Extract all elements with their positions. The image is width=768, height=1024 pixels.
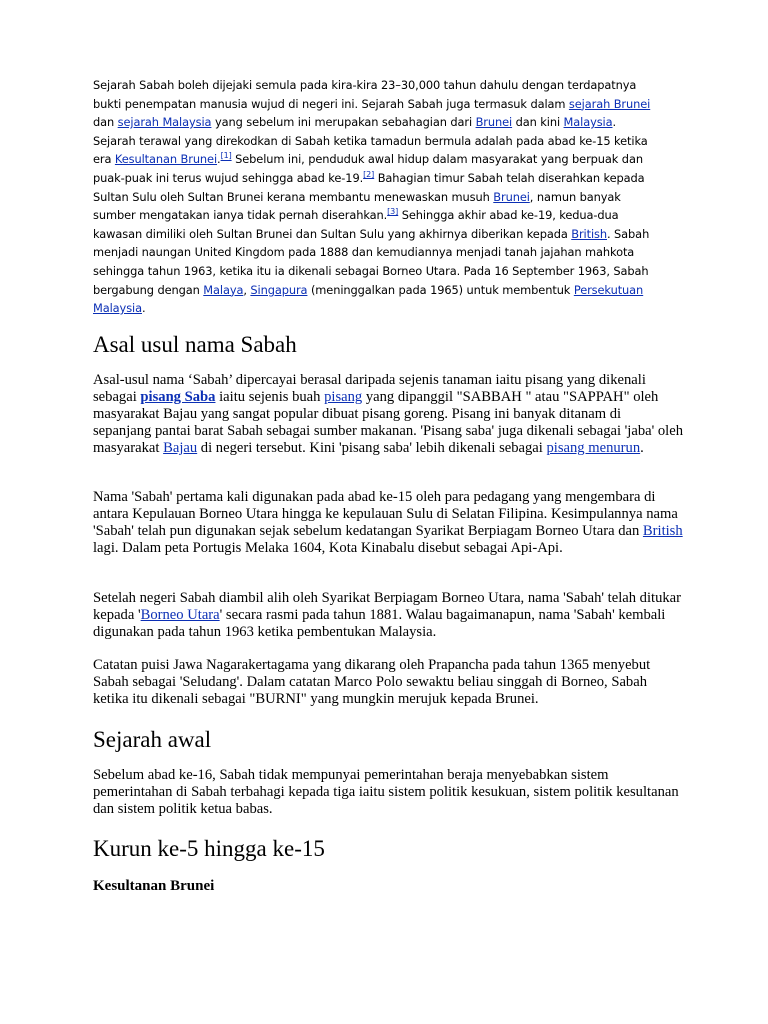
body-text: yang dipanggil "SABBAH " atau "SAPPAH" oleh masyarakat Bajau yang sangat popular dibuat pisang goreng. Pisang ini banyak ditanam di sepanjang pantai barat Sabah sebagai sumber makanan. 'Pisang saba' juga dikenali sebagai 'jaba' oleh masyarakat bbox=[93, 389, 684, 456]
body-text: di negeri tersebut. Kini 'pisang saba' lebih dikenali sebagai bbox=[197, 440, 547, 456]
link-singapura[interactable]: Singapura bbox=[250, 282, 308, 297]
intro-text: , bbox=[243, 282, 251, 297]
intro-text: . bbox=[217, 152, 221, 167]
body-text: Catatan puisi Jawa Nagarakertagama yang dikarang oleh Prapancha pada tahun 1365 menyebut Sabah sebagai 'Seludang'. Dalam catatan Marco Polo sewaktu beliau singgah di Borneo, Sabah ketika itu dikenali sebagai "BURNI" yang mungkin merujuk kepada Brunei. bbox=[93, 657, 651, 707]
link-malaysia[interactable]: Malaysia bbox=[563, 115, 613, 130]
intro-text: yang sebelum ini merupakan sebahagian dari bbox=[211, 115, 476, 130]
link-bajau[interactable]: Bajau bbox=[163, 440, 198, 456]
link-sejarah-brunei[interactable]: sejarah Brunei bbox=[568, 96, 651, 111]
intro-text: dan kini bbox=[512, 115, 564, 130]
intro-text: Sejarah Sabah boleh dijejaki semula pada kira-kira 23–30,000 tahun dahulu dengan terdapatnya bukti penempatan manusia wujud di negeri ini. Sejarah Sabah juga termasuk dalam bbox=[93, 78, 637, 111]
link-malaya[interactable]: Malaya bbox=[203, 282, 244, 297]
reference-link-2[interactable]: [2] bbox=[363, 170, 375, 180]
heading-sejarah-awal: Sejarah awal bbox=[93, 727, 212, 752]
link-british[interactable]: British bbox=[571, 226, 607, 241]
intro-text: (meninggalkan pada 1965) untuk membentuk bbox=[307, 282, 574, 297]
reference-link-3[interactable]: [3] bbox=[387, 207, 399, 217]
body-text: . bbox=[640, 440, 644, 456]
intro-text: Bahagian timur Sabah telah diserahkan kepada Sultan Sulu oleh Sultan Brunei kerana membantu menewaskan musuh bbox=[93, 170, 645, 204]
body-text: Asal-usul nama ‘Sabah’ dipercayai berasal daripada sejenis tanaman iaitu pisang yang dikenali sebagai bbox=[93, 372, 646, 405]
link-pisang[interactable]: pisang bbox=[324, 389, 363, 405]
link-brunei-2[interactable]: Brunei bbox=[493, 189, 530, 204]
body-text: Nama 'Sabah' pertama kali digunakan pada abad ke-15 oleh para pedagang yang mengembara di antara Kepulauan Borneo Utara hingga ke kepulauan Sulu di Selatan Filipina. Kesimpulannya nama 'Sabah' telah pun digunakan sejak sebelum kedatangan Syarikat Berpiagam Borneo Utara dan bbox=[93, 489, 678, 539]
link-pisang-saba[interactable]: pisang Saba bbox=[140, 389, 216, 405]
intro-text: dan bbox=[93, 115, 118, 130]
link-sejarah-malaysia[interactable]: sejarah Malaysia bbox=[117, 115, 212, 130]
body-text: ' secara rasmi pada tahun 1881. Walau bagaimanapun, nama 'Sabah' kembali digunakan pada tahun 1963 ketika pembentukan Malaysia. bbox=[93, 607, 666, 640]
paragraph-asal-usul-1 bbox=[93, 372, 683, 457]
paragraph-sejarah-awal bbox=[93, 767, 683, 818]
link-borneo-utara[interactable]: Borneo Utara bbox=[140, 607, 220, 623]
reference-link-1[interactable]: [1] bbox=[220, 151, 232, 161]
link-brunei[interactable]: Brunei bbox=[475, 115, 513, 130]
body-text: Setelah negeri Sabah diambil alih oleh Syarikat Berpiagam Borneo Utara, nama 'Sabah' telah ditukar kepada ' bbox=[93, 590, 682, 623]
link-kesultanan-brunei[interactable]: Kesultanan Brunei bbox=[114, 152, 218, 167]
link-pisang-menurun[interactable]: pisang menurun bbox=[546, 440, 641, 456]
body-text: iaitu sejenis buah bbox=[215, 389, 325, 405]
intro-text: , namun banyak sumber mengatakan ianya tidak pernah diserahkan. bbox=[93, 189, 621, 223]
intro-text: . bbox=[141, 301, 146, 316]
link-persekutuan-malaysia[interactable]: Persekutuan Malaysia bbox=[93, 282, 644, 316]
intro-text: . Sejarah terawal yang direkodkan di Sabah ketika tamadun bermula adalah pada abad ke-15 ketika era bbox=[93, 115, 648, 167]
intro-text: Sebelum ini, penduduk awal hidup dalam masyarakat yang berpuak dan puak-puak ini terus wujud sehingga abad ke-19. bbox=[93, 152, 643, 185]
intro-text: Sehingga akhir abad ke-19, kedua-dua kawasan dimiliki oleh Sultan Brunei dan Sultan Sulu yang akhirnya diberikan kepada bbox=[93, 208, 619, 241]
body-text: Sebelum abad ke-16, Sabah tidak mempunyai pemerintahan beraja menyebabkan sistem pemerintahan di Sabah terbahagi kepada tiga iaitu sistem politik kesukuan, sistem politik kesultanan dan sistem politik ketua babas. bbox=[93, 767, 679, 817]
intro-paragraph bbox=[93, 76, 653, 318]
intro-text: . Sabah menjadi naungan United Kingdom pada 1888 dan kemudiannya menjadi tanah jajahan mahkota sehingga tahun 1963, ketika itu ia dikenali sebagai Borneo Utara. Pada 16 September 1963, Sabah bergabung dengan bbox=[93, 226, 650, 297]
heading-kurun: Kurun ke-5 hingga ke-15 bbox=[93, 836, 325, 861]
paragraph-asal-usul-4 bbox=[93, 657, 683, 708]
paragraph-asal-usul-2 bbox=[93, 489, 683, 557]
heading-asal-usul: Asal usul nama Sabah bbox=[93, 332, 297, 357]
link-british-2[interactable]: British bbox=[642, 523, 683, 539]
body-text: lagi. Dalam peta Portugis Melaka 1604, Kota Kinabalu disebut sebagai Api-Api. bbox=[93, 540, 563, 556]
paragraph-asal-usul-3 bbox=[93, 590, 683, 641]
subheading-kesultanan-brunei: Kesultanan Brunei bbox=[93, 878, 215, 894]
